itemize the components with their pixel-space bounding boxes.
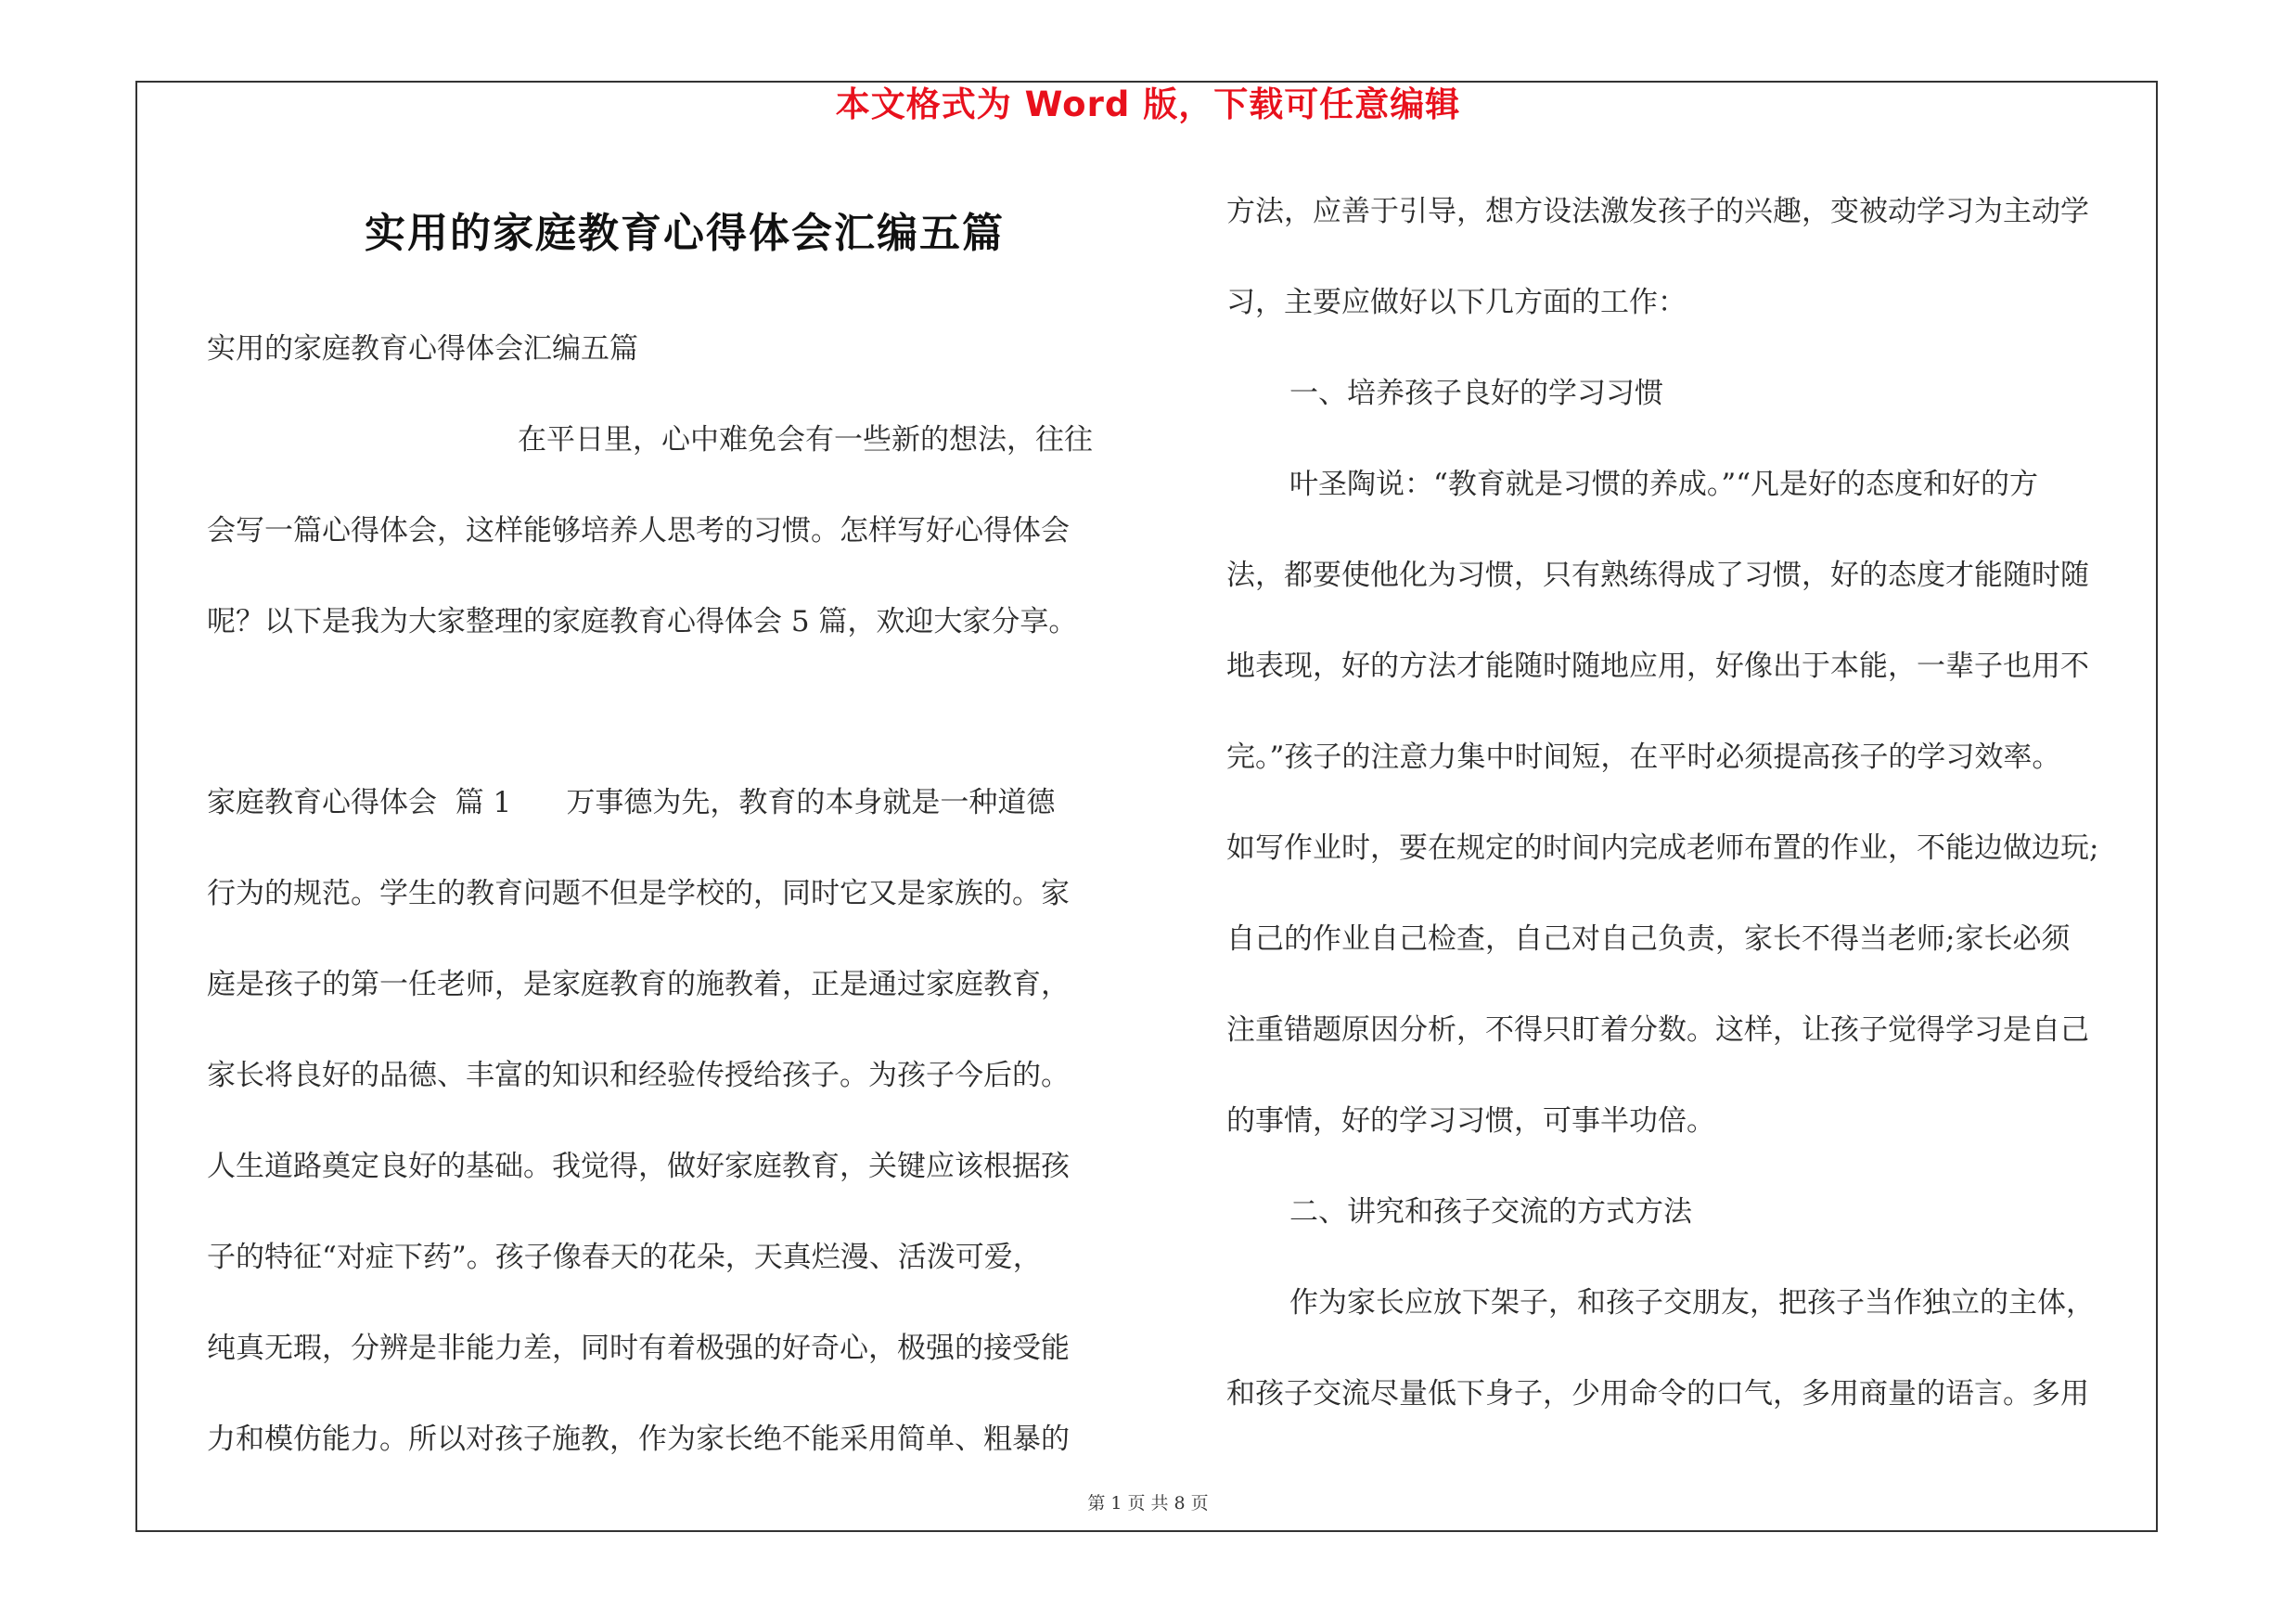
paragraph-line: 自己的作业自己检查，自己对自己负责，家长不得当老师;家长必须	[1226, 922, 2071, 956]
paragraph-line: 叶圣陶说：“教育就是习惯的养成。”“凡是好的态度和好的方	[1289, 468, 2039, 501]
paragraph-line: 方法，应善于引导，想方设法激发孩子的兴趣，变被动学习为主动学	[1226, 195, 2089, 228]
paragraph-line: 完。”孩子的注意力集中时间短，在平时必须提高孩子的学习效率。	[1226, 741, 2061, 774]
paragraph-line: 如写作业时，要在规定的时间内完成老师布置的作业，不能边做边玩;	[1226, 831, 2099, 865]
paragraph-line: 庭是孩子的第一任老师，是家庭教育的施教着，正是通过家庭教育，	[207, 968, 1070, 1001]
subheading-line: 二、讲究和孩子交流的方式方法	[1289, 1195, 1692, 1229]
paragraph-line: 法，都要使他化为习惯，只有熟练得成了习惯，好的态度才能随时随	[1226, 559, 2089, 592]
paragraph-line: 的事情，好的学习习惯，可事半功倍。	[1226, 1104, 1715, 1138]
paragraph-line: 子的特征“对症下药”。孩子像春天的花朵，天真烂漫、活泼可爱，	[207, 1241, 1042, 1274]
paragraph-line: 会写一篇心得体会，这样能够培养人思考的习惯。怎样写好心得体会	[207, 514, 1070, 547]
paragraph-line: 地表现，好的方法才能随时随地应用，好像出于本能，一辈子也用不	[1226, 650, 2089, 683]
paragraph-line: 家长将良好的品德、丰富的知识和经验传授给孩子。为孩子今后的。	[207, 1059, 1070, 1092]
editable-notice-banner: 本文格式为 Word 版，下载可任意编辑	[835, 84, 1461, 124]
paragraph-line: 力和模仿能力。所以对孩子施教，作为家长绝不能采用简单、粗暴的	[207, 1423, 1070, 1456]
paragraph-line: 行为的规范。学生的教育问题不但是学校的，同时它又是家族的。家	[207, 877, 1070, 910]
paragraph-line: 在平日里，心中难免会有一些新的想法，往往	[518, 423, 1093, 457]
paragraph-line: 人生道路奠定良好的基础。我觉得，做好家庭教育，关键应该根据孩	[207, 1150, 1070, 1183]
paragraph-line: 呢？以下是我为大家整理的家庭教育心得体会 5 篇，欢迎大家分享。	[207, 605, 1078, 638]
document-title: 实用的家庭教育心得体会汇编五篇	[365, 210, 1005, 257]
paragraph-line: 纯真无瑕，分辨是非能力差，同时有着极强的好奇心，极强的接受能	[207, 1332, 1070, 1365]
page-number-footer: 第 1 页 共 8 页	[1087, 1493, 1209, 1514]
paragraph-line: 和孩子交流尽量低下身子，少用命令的口气，多用商量的语言。多用	[1226, 1377, 2089, 1410]
paragraph-line: 作为家长应放下架子，和孩子交朋友，把孩子当作独立的主体，	[1289, 1286, 2095, 1320]
section-heading-line: 家庭教育心得体会 篇 1 万事德为先，教育的本身就是一种道德	[207, 786, 1056, 819]
subheading-line: 一、培养孩子良好的学习习惯	[1289, 377, 1663, 410]
paragraph-line: 习，主要应做好以下几方面的工作：	[1226, 286, 1687, 319]
paragraph-line: 注重错题原因分析，不得只盯着分数。这样，让孩子觉得学习是自己	[1226, 1013, 2089, 1047]
paragraph-line: 实用的家庭教育心得体会汇编五篇	[207, 332, 638, 366]
